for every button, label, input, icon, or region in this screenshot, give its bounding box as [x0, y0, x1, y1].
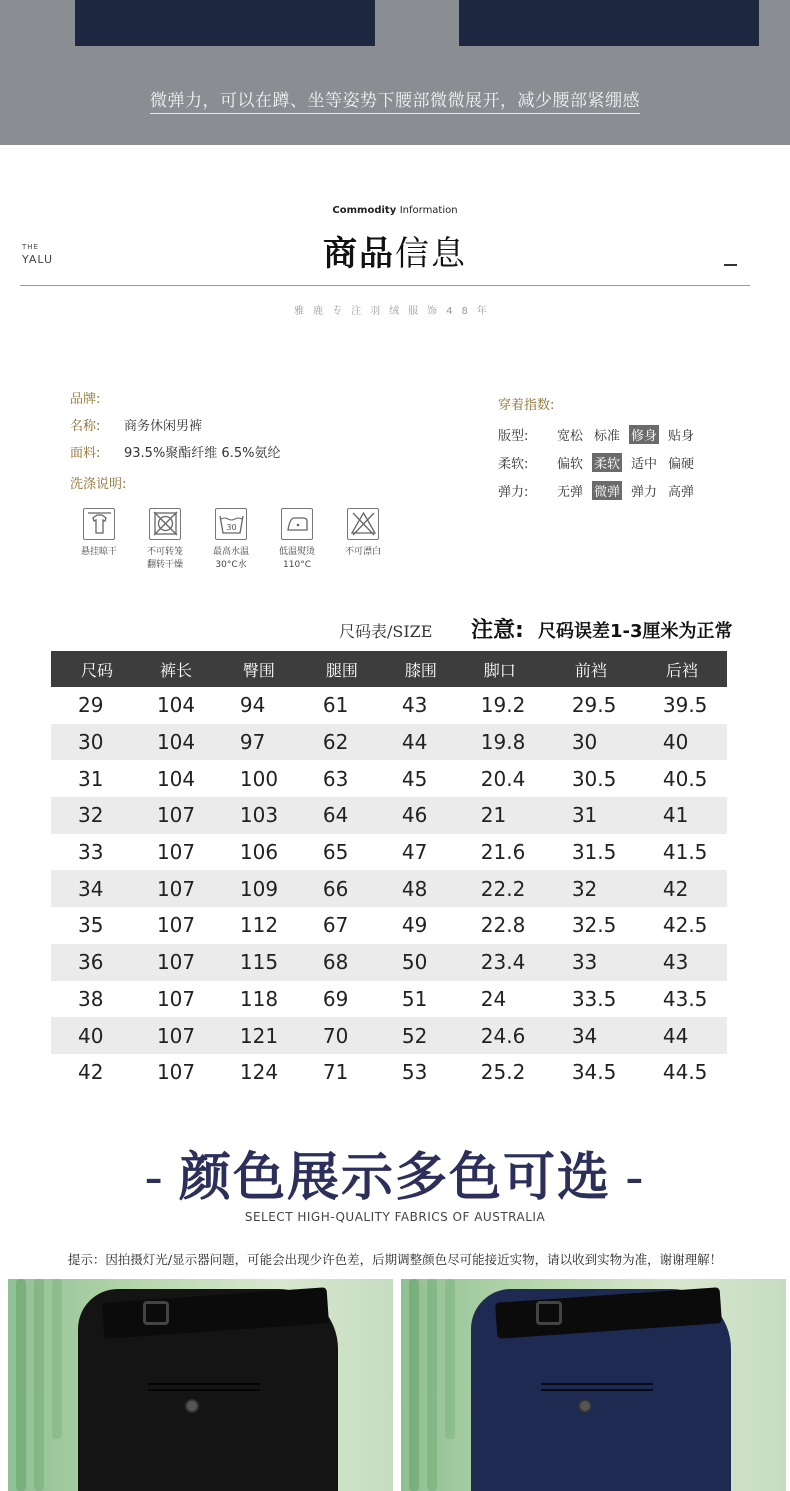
table-cell: 106	[239, 840, 279, 865]
table-row	[51, 687, 727, 724]
table-cell: 47	[401, 840, 428, 865]
softness-option: 偏硬	[668, 456, 695, 472]
table-cell: 21	[454, 797, 545, 834]
wear-row-elasticity	[498, 476, 703, 504]
brand-tagline: 雅鹿专注羽绒服饰48年	[294, 306, 496, 317]
elasticity-option: 无弹	[557, 484, 584, 500]
table-cell: 42	[636, 870, 727, 907]
table-cell: 107	[130, 797, 213, 834]
softness-label: 柔软:	[498, 456, 529, 472]
top-banner	[0, 0, 790, 145]
product-info	[70, 384, 400, 496]
table-cell: 41.5	[662, 840, 708, 865]
table-cell: 42	[78, 1060, 104, 1085]
iron-low-icon	[281, 508, 313, 540]
table-cell: 33.5	[571, 986, 617, 1011]
care-wash-30: 30 最高水温 30°C水	[198, 508, 264, 571]
header-dash	[724, 264, 737, 266]
table-cell: 121	[213, 1017, 296, 1054]
brand-row	[70, 384, 400, 411]
color-section-subtitle: SELECT HIGH-QUALITY FABRICS OF AUSTRALIA	[244, 1210, 546, 1224]
table-row	[51, 834, 727, 871]
table-cell: 44.5	[662, 1060, 708, 1085]
table-cell: 40	[51, 1017, 130, 1054]
table-cell: 107	[156, 840, 196, 865]
fabric-row	[70, 438, 400, 465]
table-row	[51, 870, 727, 907]
care-no-bleach: 不可漂白	[330, 508, 396, 571]
col-header: 臀围	[213, 651, 296, 687]
table-cell: 38	[78, 986, 104, 1011]
table-cell: 21.6	[480, 840, 526, 865]
table-cell: 39.5	[662, 693, 708, 718]
col-header: 腿围	[296, 651, 375, 687]
table-row	[51, 797, 727, 834]
size-chart-label: 尺码表/SIZE	[339, 622, 433, 641]
elasticity-option: 高弹	[668, 484, 695, 500]
fabric-label: 面料:	[70, 446, 101, 461]
care-hang-dry: 悬挂晾干	[66, 508, 132, 571]
wear-row-softness	[498, 448, 703, 476]
col-header: 尺码	[51, 651, 130, 687]
table-cell: 97	[213, 724, 296, 761]
table-cell: 49	[401, 913, 428, 938]
table-cell: 44	[375, 724, 454, 761]
table-cell: 44	[636, 1017, 727, 1054]
size-note-text: 尺码误差1-3厘米为正常	[538, 621, 733, 642]
table-cell: 62	[296, 724, 375, 761]
table-cell: 29	[78, 693, 104, 718]
softness-option: 适中	[631, 456, 658, 472]
elasticity-option-selected: 微弹	[592, 481, 622, 500]
table-cell: 104	[156, 693, 196, 718]
table-cell: 45	[401, 766, 428, 791]
no-bleach-icon	[347, 508, 379, 540]
table-cell: 53	[401, 1060, 428, 1085]
table-cell: 115	[213, 944, 296, 981]
table-cell: 107	[156, 913, 196, 938]
name-row	[70, 411, 400, 438]
black-pants-photo	[8, 1279, 393, 1491]
navy-pants-photo	[401, 1279, 786, 1491]
size-chart-heading	[0, 613, 790, 643]
wear-index-title: 穿着指数:	[498, 397, 555, 413]
wear-index	[498, 390, 703, 504]
pocket-button	[185, 1399, 199, 1413]
fit-option: 宽松	[557, 428, 584, 444]
table-cell: 36	[51, 944, 130, 981]
table-cell: 46	[375, 797, 454, 834]
table-cell: 29.5	[571, 693, 617, 718]
brand-label: 品牌:	[70, 392, 101, 407]
table-cell: 70	[296, 1017, 375, 1054]
col-header: 裤长	[130, 651, 213, 687]
softness-option: 偏软	[557, 456, 584, 472]
table-row	[51, 981, 727, 1018]
table-cell: 32	[545, 870, 636, 907]
wash-label: 洗涤说明:	[70, 477, 127, 492]
wash-30-icon	[215, 508, 247, 540]
table-cell: 68	[296, 944, 375, 981]
col-header: 膝围	[375, 651, 454, 687]
table-cell: 94	[239, 693, 266, 718]
table-cell: 23.4	[454, 944, 545, 981]
table-cell: 43.5	[662, 986, 708, 1011]
table-cell: 19.2	[480, 693, 526, 718]
table-row	[51, 760, 727, 797]
table-row	[51, 1017, 727, 1054]
table-cell: 25.2	[480, 1060, 526, 1085]
size-table	[51, 651, 727, 1091]
name-label: 名称:	[70, 419, 101, 434]
table-cell: 51	[401, 986, 428, 1011]
table-cell: 112	[239, 913, 279, 938]
brand-logo: THE YALU	[22, 243, 54, 266]
table-cell: 63	[322, 766, 349, 791]
fit-option: 贴身	[668, 428, 695, 444]
table-cell: 43	[401, 693, 428, 718]
size-note-title: 注意:	[471, 618, 524, 643]
wear-row-fit	[498, 420, 703, 448]
table-cell: 107	[156, 986, 196, 1011]
table-cell: 65	[322, 840, 349, 865]
back-pocket	[541, 1383, 653, 1391]
pocket-button	[578, 1399, 592, 1413]
table-cell: 107	[156, 1060, 196, 1085]
banner-caption: 微弹力，可以在蹲、坐等姿势下腰部微微展开，减少腰部紧绷感	[0, 86, 790, 111]
table-cell: 22.2	[454, 870, 545, 907]
table-cell: 30	[545, 724, 636, 761]
table-cell: 32	[51, 797, 130, 834]
table-cell: 32.5	[571, 913, 617, 938]
table-cell: 40	[636, 724, 727, 761]
table-cell: 40.5	[662, 766, 708, 791]
belt-buckle	[143, 1301, 169, 1325]
color-photos	[8, 1279, 788, 1491]
table-cell: 107	[130, 870, 213, 907]
table-cell: 109	[213, 870, 296, 907]
table-cell: 50	[375, 944, 454, 981]
section-kicker: Commodity Information	[332, 205, 458, 216]
elasticity-label: 弹力:	[498, 484, 529, 500]
col-header: 前裆	[545, 651, 636, 687]
table-cell: 100	[239, 766, 279, 791]
color-section-title: - 颜色展示多色可选 -	[144, 1148, 646, 1208]
fit-option: 标准	[594, 428, 621, 444]
table-row	[51, 1054, 727, 1091]
table-cell: 34.5	[571, 1060, 617, 1085]
table-cell: 19.8	[454, 724, 545, 761]
col-header: 脚口	[454, 651, 545, 687]
table-cell: 52	[375, 1017, 454, 1054]
fabric-value: 93.5%聚酯纤维 6.5%氨纶	[124, 446, 281, 461]
table-cell: 103	[213, 797, 296, 834]
table-cell: 43	[636, 944, 727, 981]
color-disclaimer: 提示：因拍摄灯光/显示器问题，可能会出现少许色差，后期调整颜色尽可能接近实物，请以收到实物为准，谢谢理解！	[67, 1252, 723, 1267]
table-cell: 66	[296, 870, 375, 907]
table-cell: 24.6	[454, 1017, 545, 1054]
table-cell: 107	[130, 1017, 213, 1054]
table-row	[51, 724, 727, 761]
col-header: 后裆	[636, 651, 727, 687]
table-cell: 71	[322, 1060, 349, 1085]
table-cell: 67	[322, 913, 349, 938]
back-pocket	[148, 1383, 260, 1391]
table-cell: 69	[322, 986, 349, 1011]
fit-option-selected: 修身	[629, 425, 659, 444]
care-no-tumble: 不可转笼 翻转干燥	[132, 508, 198, 571]
table-cell: 31	[78, 766, 104, 791]
table-cell: 34	[51, 870, 130, 907]
table-cell: 104	[130, 724, 213, 761]
table-cell: 41	[636, 797, 727, 834]
no-tumble-dry-icon	[149, 508, 181, 540]
table-cell: 118	[239, 986, 279, 1011]
pants-photo-strip	[75, 0, 759, 46]
table-cell: 33	[78, 840, 104, 865]
table-cell: 64	[296, 797, 375, 834]
table-cell: 30	[51, 724, 130, 761]
section-title: 商品信息	[323, 234, 467, 274]
table-cell: 124	[239, 1060, 279, 1085]
table-cell: 31	[545, 797, 636, 834]
table-cell: 33	[545, 944, 636, 981]
fit-label: 版型:	[498, 428, 529, 444]
size-table-header	[51, 651, 727, 687]
table-cell: 20.4	[480, 766, 526, 791]
table-cell: 34	[545, 1017, 636, 1054]
svg-text:30: 30	[225, 523, 237, 532]
table-row	[51, 907, 727, 944]
table-cell: 22.8	[480, 913, 526, 938]
belt-buckle	[536, 1301, 562, 1325]
care-iron-low: 低温熨烫 110°C	[264, 508, 330, 571]
table-cell: 42.5	[662, 913, 708, 938]
table-cell: 104	[156, 766, 196, 791]
table-cell: 107	[130, 944, 213, 981]
header-divider	[20, 285, 750, 286]
care-icons	[66, 508, 396, 571]
hang-dry-icon	[83, 508, 115, 540]
table-cell: 35	[78, 913, 104, 938]
table-cell: 31.5	[571, 840, 617, 865]
name-value: 商务休闲男裤	[124, 419, 203, 434]
table-row	[51, 944, 727, 981]
table-cell: 48	[375, 870, 454, 907]
softness-option-selected: 柔软	[592, 453, 622, 472]
table-cell: 24	[480, 986, 507, 1011]
table-cell: 30.5	[571, 766, 617, 791]
table-cell: 61	[322, 693, 349, 718]
elasticity-option: 弹力	[631, 484, 658, 500]
